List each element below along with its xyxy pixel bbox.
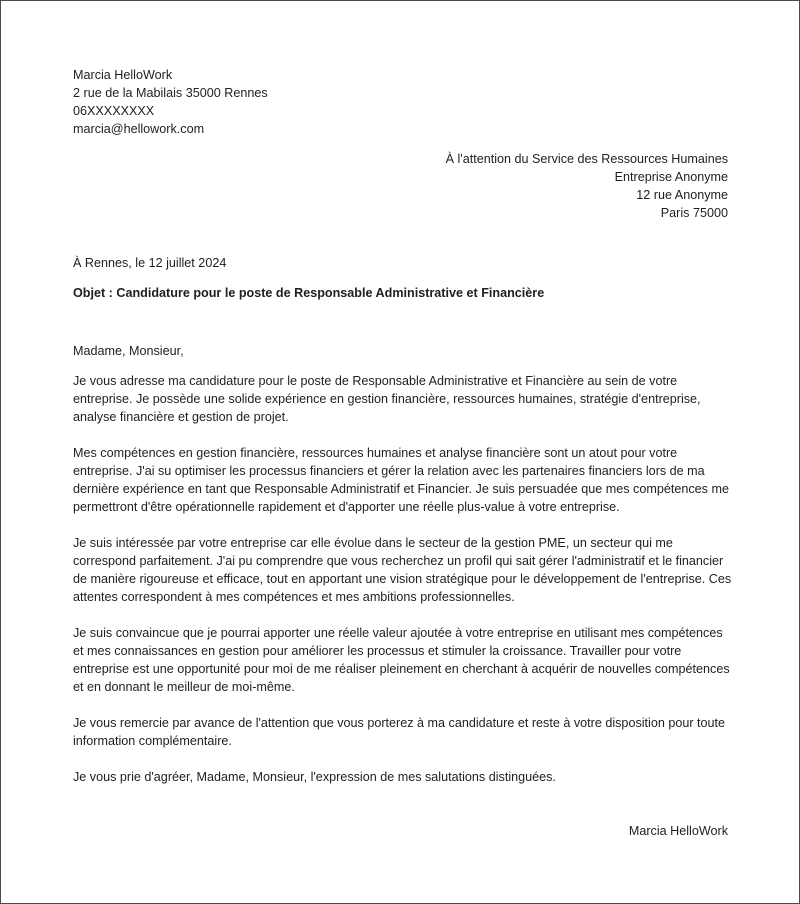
sender-address: 2 rue de la Mabilais 35000 Rennes: [73, 86, 268, 100]
sender-block: [73, 66, 473, 138]
recipient-company: Entreprise Anonyme: [614, 170, 728, 184]
recipient-street: 12 rue Anonyme: [636, 188, 728, 202]
closing-formula: Je vous prie d'agréer, Madame, Monsieur, l'expression de mes salutations distinguées.: [73, 770, 556, 784]
body-paragraph: Je vous adresse ma candidature pour le poste de Responsable Administrative et Financière au sein de votre entreprise. Je possède une solide expérience en gestion financière, ressources humaines, stratégie d'entreprise, analyse financière et gestion de projet.: [73, 374, 701, 424]
letter-body: [73, 342, 733, 804]
body-paragraph: Je suis convaincue que je pourrai apporter une réelle valeur ajoutée à votre entreprise en utilisant mes compétences et mes connaissances en gestion pour améliorer les processus et stimuler la croissance. Travailler pour votre entreprise est une opportunité pour moi de me réaliser pleinement en cherchant à acquérir de nouvelles compétences et en donnant le meilleur de moi-même.: [73, 626, 730, 694]
body-paragraph: Je suis intéressée par votre entreprise car elle évolue dans le secteur de la gestion PME, un secteur qui me correspond parfaitement. J'ai pu comprendre que vous recherchez un profil qui sait gérer l'administratif et le financier de manière rigoureuse et efficace, tout en apportant une vision stratégique pour le développement de l'entreprise. Ces attentes correspondent à mes compétences et mes ambitions professionnelles.: [73, 536, 732, 604]
salutation: Madame, Monsieur,: [73, 344, 184, 358]
sender-name: Marcia HelloWork: [73, 68, 173, 82]
signature: Marcia HelloWork: [628, 824, 728, 838]
recipient-block: [328, 150, 728, 222]
letter-subject: Objet : Candidature pour le poste de Responsable Administrative et Financière: [73, 286, 545, 300]
recipient-attention: À l'attention du Service des Ressources Humaines: [445, 152, 728, 166]
body-paragraph: Mes compétences en gestion financière, ressources humaines et analyse financière sont un atout pour votre entreprise. J'ai su optimiser les processus financiers et gérer la relation avec les partenaires financiers lors de ma dernière expérience en tant que Responsable Administratif et Financier. Je suis persuadée que mes compétences me permettront d'être opérationnelle rapidement et d'apporter une réelle plus-value à votre entreprise.: [73, 446, 729, 514]
place-and-date: À Rennes, le 12 juillet 2024: [73, 256, 227, 270]
sender-phone: 06XXXXXXXX: [73, 104, 155, 118]
recipient-city: Paris 75000: [660, 206, 728, 220]
body-paragraph: Je vous remercie par avance de l'attention que vous porterez à ma candidature et reste à votre disposition pour toute information complémentaire.: [73, 716, 726, 748]
sender-email: marcia@hellowork.com: [73, 122, 205, 136]
